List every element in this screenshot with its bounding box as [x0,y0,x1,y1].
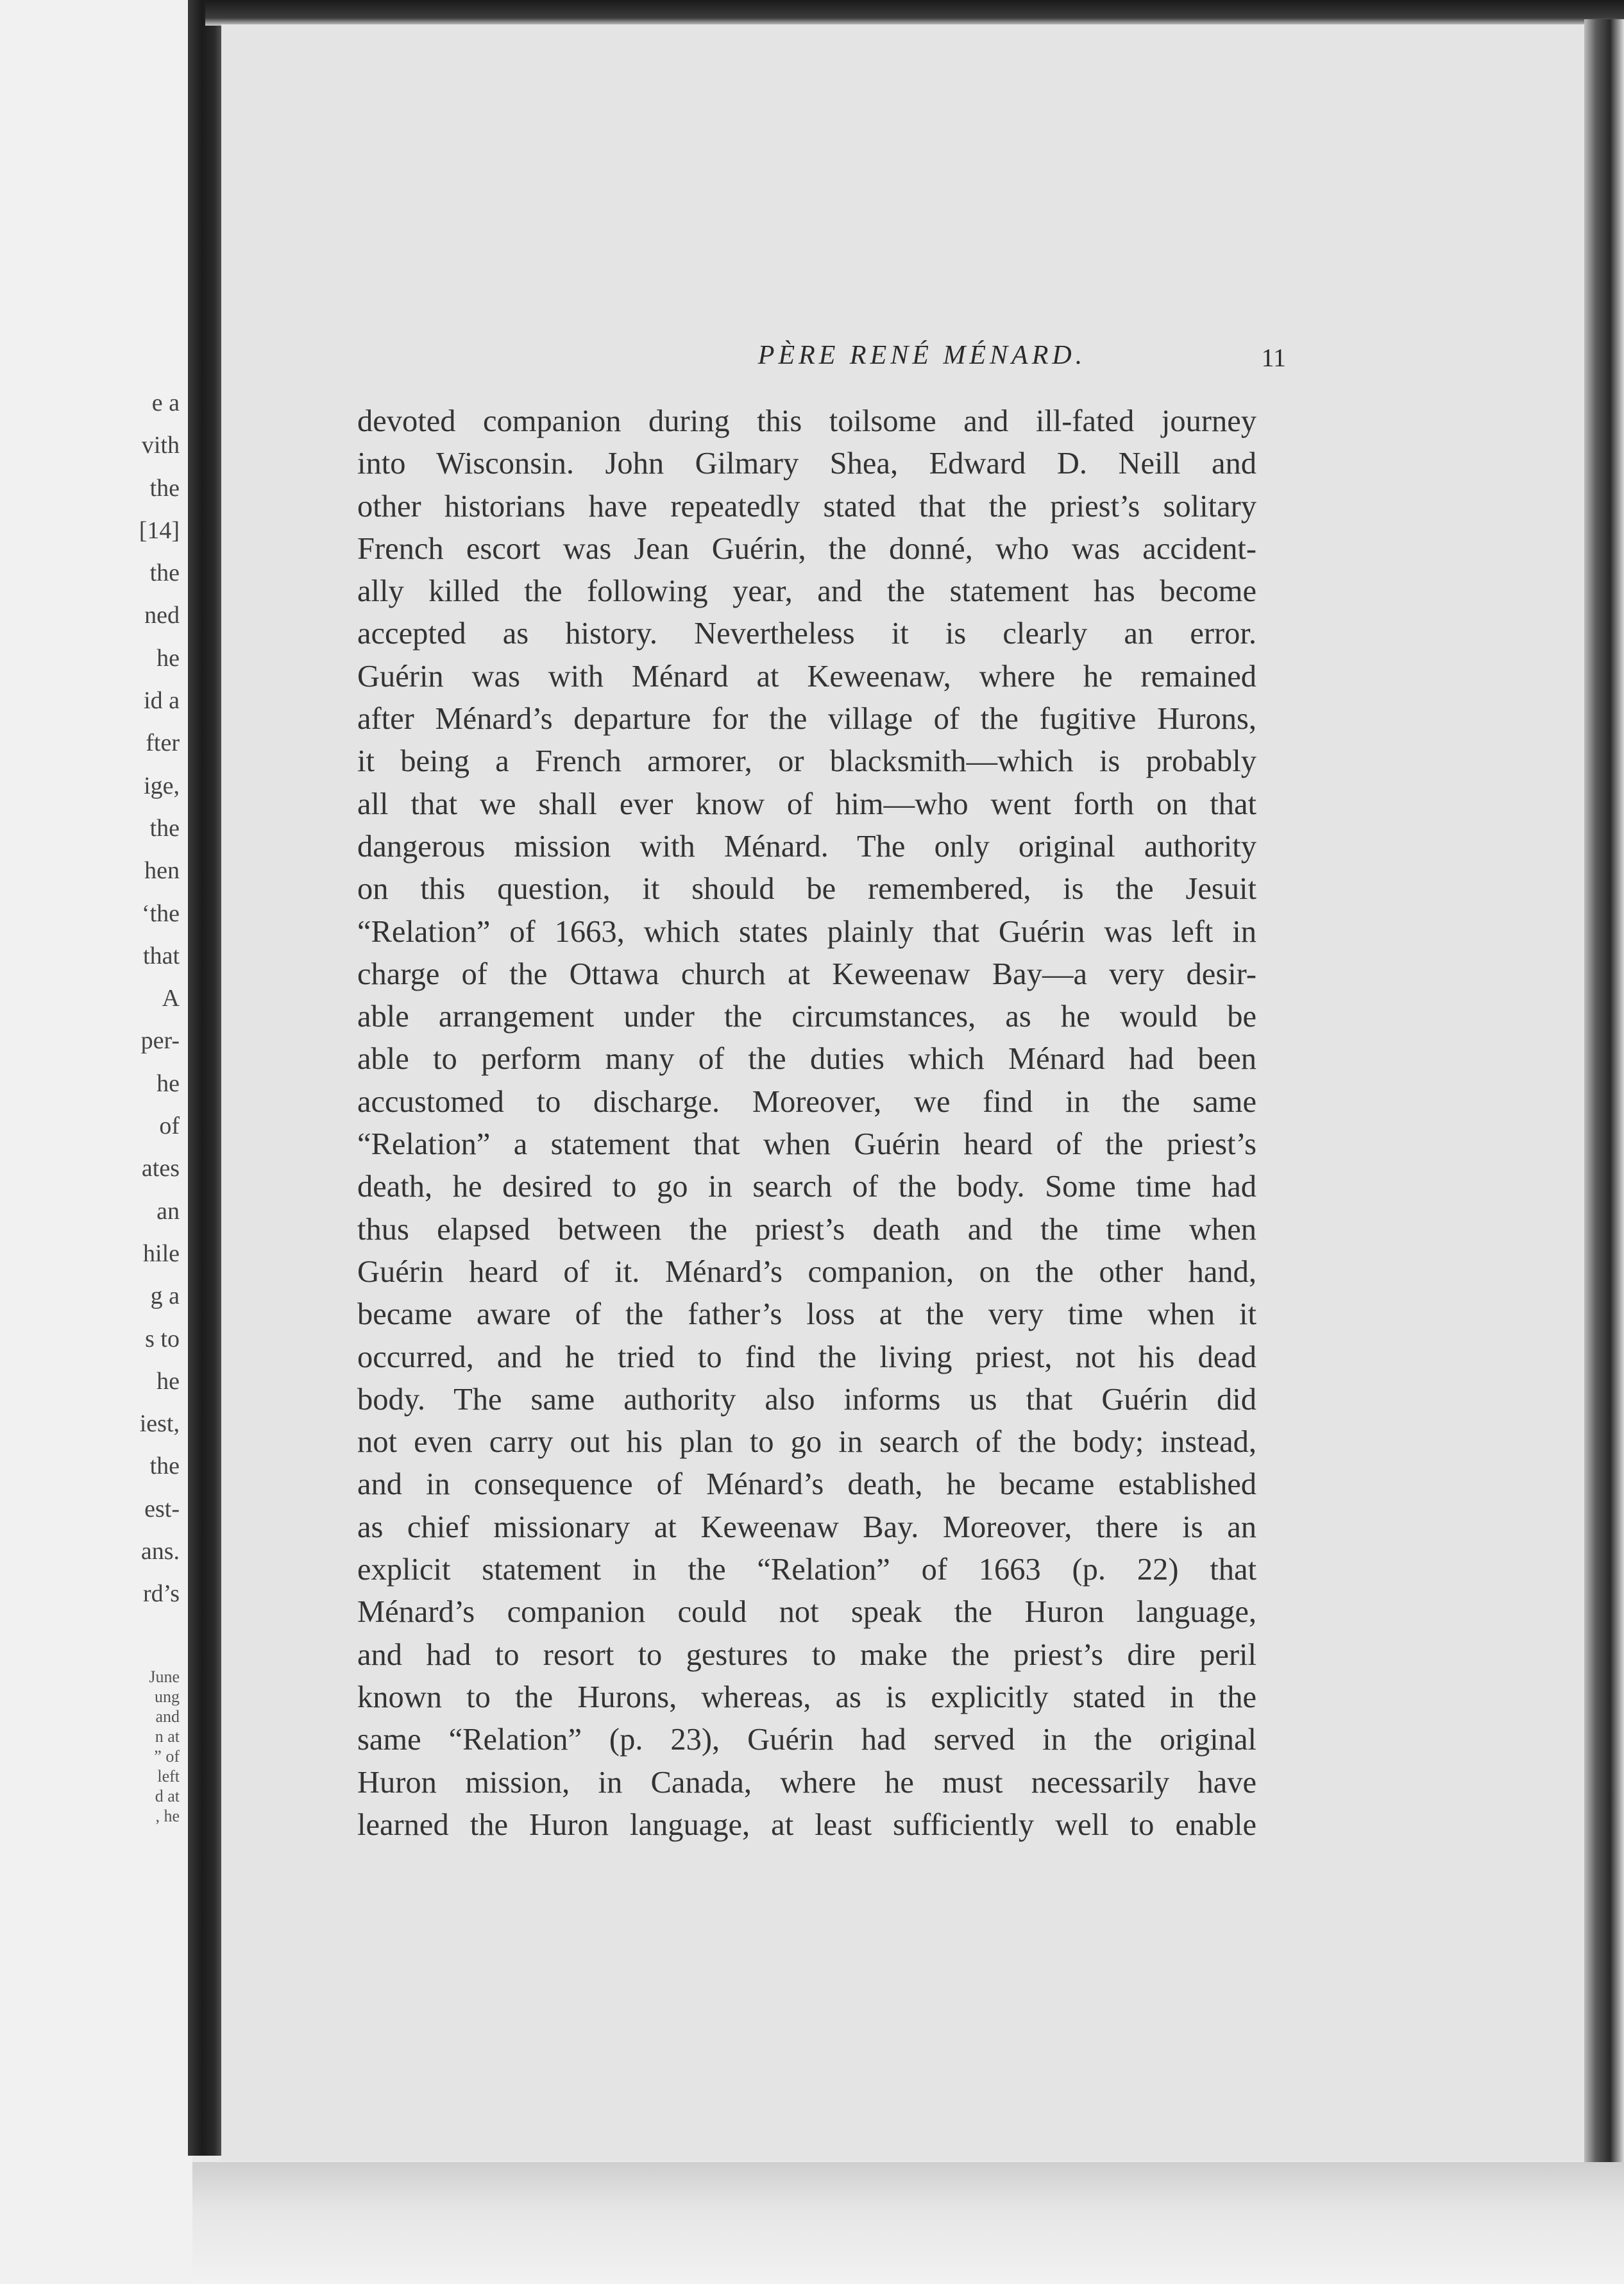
book-page [221,24,1584,2161]
facing-page-line: e a [151,389,180,416]
text-line: not even carry out his plan to go in search of the body; instead, [357,1425,1256,1460]
text-line: occurred, and he tried to find the living priest, not his dead [357,1340,1256,1374]
facing-page-line: he [156,1367,180,1395]
text-line: accepted as history. Nevertheless it is clearly an error. [357,617,1256,651]
facing-page-line: of [159,1112,180,1140]
scan-bottom-border [192,2162,1624,2284]
facing-page-line: ned [144,602,180,629]
text-line: same “Relation” (p. 23), Guérin had served in the original [357,1723,1256,1757]
text-line: explicit statement in the “Relation” of 1663 (p. 22) that [357,1553,1256,1587]
scan-top-border [205,0,1624,26]
facing-page-line: est- [144,1495,180,1522]
text-line: dangerous mission with Ménard. The only original authority [357,829,1256,864]
facing-page-line: ‘the [141,899,180,927]
facing-page-line: hile [143,1240,180,1267]
facing-page-line: rd’s [143,1580,180,1608]
text-line: ally killed the following year, and the statement has become [357,574,1256,609]
facing-page-line: vith [141,432,180,459]
text-line: it being a French armorer, or blacksmith—which is probably [357,744,1256,779]
facing-page-note-line: left [157,1767,180,1785]
facing-page-line: the [149,474,180,502]
text-line: and had to resort to gestures to make the priest’s dire peril [357,1637,1256,1672]
text-line: body. The same authority also informs us that Guérin did [357,1382,1256,1417]
facing-page-line: fter [146,729,180,757]
page-number: 11 [1261,343,1286,372]
text-line: other historians have repeatedly stated that the priest’s solitary [357,489,1256,524]
facing-page-line: the [149,1453,180,1480]
facing-page-line: id a [144,687,180,715]
facing-page-line: ates [141,1155,180,1182]
facing-page-line: he [156,644,180,672]
facing-page-line: [14] [139,516,180,544]
facing-page-line: that [143,942,180,969]
facing-page-line: ans. [140,1538,180,1565]
body-text [357,400,1256,1846]
facing-page-text-fragment [0,382,186,1615]
facing-page-line: the [149,559,180,587]
text-line: “Relation” a statement that when Guérin heard of the priest’s [357,1127,1256,1162]
facing-page-note-line: and [155,1707,180,1726]
facing-page-line: A [162,985,180,1012]
facing-page-note-line: ” of [154,1747,180,1766]
text-line: French escort was Jean Guérin, the donné, who was accident- [357,531,1256,566]
text-line: as chief missionary at Keweenaw Bay. Moreover, there is an [357,1510,1256,1544]
facing-page-line: g a [150,1283,180,1310]
text-line: became aware of the father’s loss at the very time when it [357,1297,1256,1332]
text-line: charge of the Ottawa church at Keweenaw Bay—a very desir- [357,957,1256,991]
facing-page-line: hen [144,857,180,885]
facing-page-line: the [149,814,180,842]
text-line: able arrangement under the circumstances, as he would be [357,1000,1256,1034]
facing-page-note-line: ung [155,1687,180,1706]
facing-page-line: an [156,1197,180,1225]
text-line: into Wisconsin. John Gilmary Shea, Edward D. Neill and [357,447,1256,481]
text-line: Ménard’s companion could not speak the Huron language, [357,1595,1256,1630]
running-head [221,340,1472,379]
running-title: PÈRE RENÉ MÉNARD. [757,341,1087,370]
facing-page-note-line: n at [155,1727,180,1746]
facing-page-note-line: , he [155,1807,180,1825]
text-line: all that we shall ever know of him—who went forth on that [357,787,1256,821]
text-line: on this question, it should be remembered, is the Jesuit [357,872,1256,907]
text-line: learned the Huron language, at least sufficiently well to enable [357,1807,1256,1842]
text-line: Guérin was with Ménard at Keweenaw, where he remained [357,659,1256,694]
text-line: death, he desired to go in search of the body. Some time had [357,1170,1256,1204]
text-line: Guérin heard of it. Ménard’s companion, on the other hand, [357,1254,1256,1289]
facing-page-note-line: d at [155,1787,180,1805]
facing-page-line: s to [145,1325,180,1352]
text-line: devoted companion during this toilsome and ill-fated journey [357,404,1256,438]
facing-page-line: ige, [144,772,180,799]
text-line: and in consequence of Ménard’s death, he became established [357,1467,1256,1502]
text-line: thus elapsed between the priest’s death and the time when [357,1212,1256,1247]
facing-page-line: he [156,1070,180,1097]
facing-page-line: iest, [139,1410,180,1438]
text-line: known to the Hurons, whereas, as is explicitly stated in the [357,1680,1256,1714]
facing-page-note-line: June [149,1667,180,1686]
scan-right-border [1584,19,1624,2162]
text-line: after Ménard’s departure for the village of the fugitive Hurons, [357,702,1256,737]
text-line: Huron mission, in Canada, where he must necessarily have [357,1765,1256,1800]
text-line: able to perform many of the duties which Ménard had been [357,1042,1256,1077]
facing-page-line: per- [140,1027,180,1055]
facing-page-footnote-fragment [0,1667,186,1826]
text-line: “Relation” of 1663, which states plainly that Guérin was left in [357,914,1256,949]
facing-page-edge [0,0,192,2284]
text-line: accustomed to discharge. Moreover, we find in the same [357,1084,1256,1119]
book-gutter [188,0,223,2156]
